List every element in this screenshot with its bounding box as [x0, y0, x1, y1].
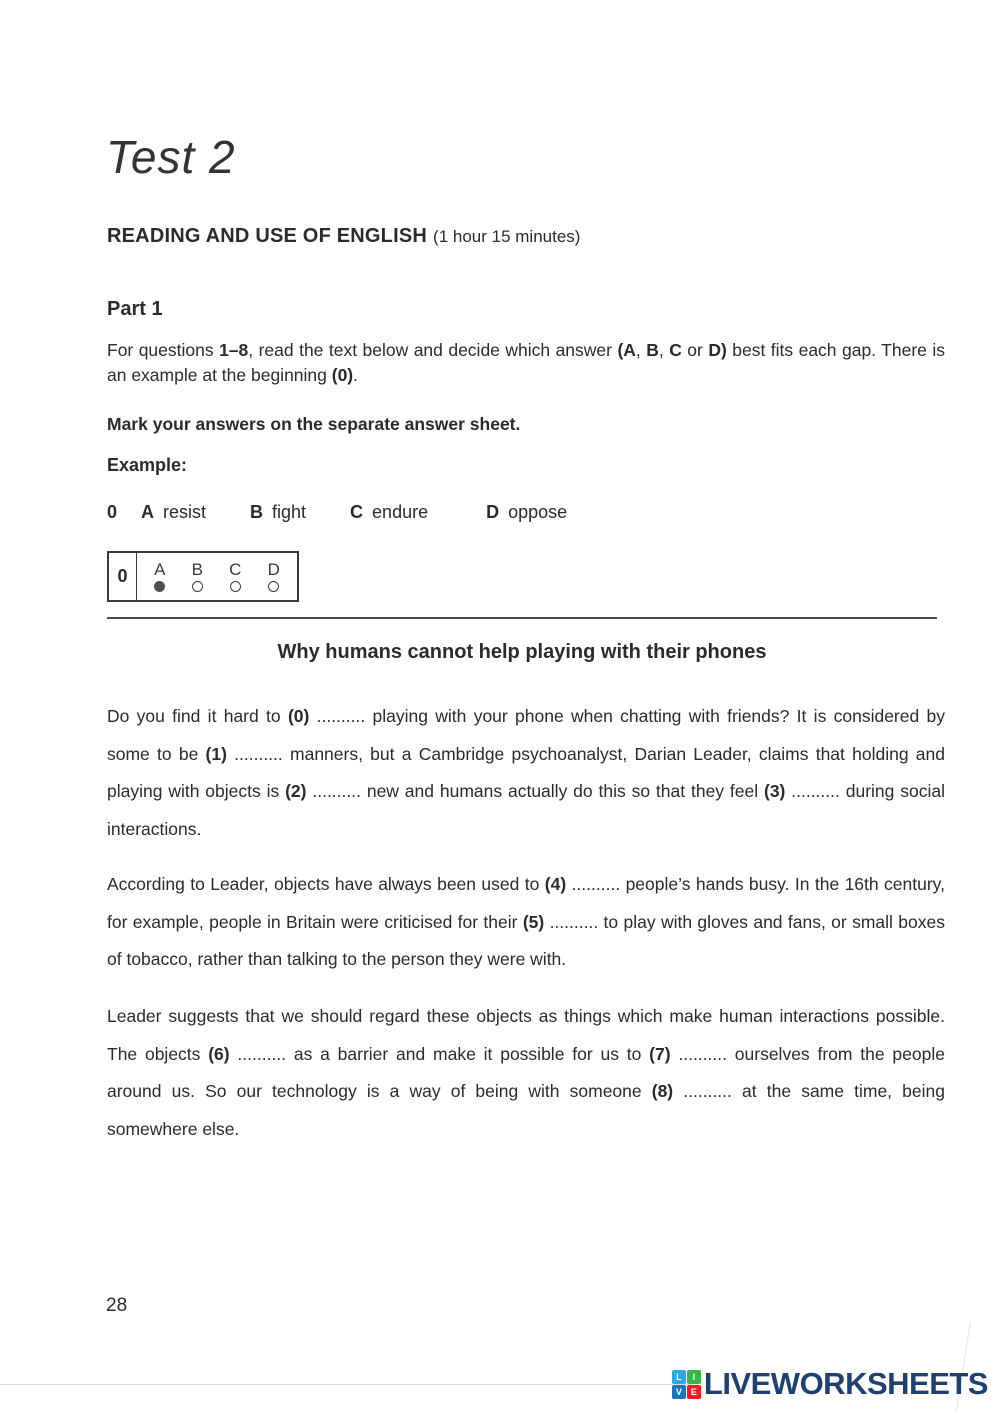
mark-answers-note: Mark your answers on the separate answer sheet. [107, 414, 521, 434]
example-options-row [107, 502, 611, 523]
liveworksheets-wordmark: LIVEWORKSHEETS [703, 1366, 988, 1401]
section-divider [107, 617, 937, 619]
instructions-text: For questions 1–8, read the text below and decide which answer (A, B, C or D) best fits each gap. There is an example at the beginning (0). [107, 340, 945, 385]
section-heading [107, 225, 580, 248]
answer-col-a [154, 561, 165, 592]
scan-artifact-line [0, 1384, 692, 1385]
option-d-letter: D [486, 502, 500, 522]
option-c [350, 502, 428, 523]
example-label: Example: [107, 455, 188, 475]
section-title: READING AND USE OF ENGLISH [107, 225, 428, 247]
answer-letter-c: C [229, 560, 242, 579]
option-d [486, 502, 567, 523]
answer-grid-number: 0 [109, 553, 137, 600]
answer-col-d [268, 561, 280, 592]
liveworksheets-footer[interactable] [672, 1366, 988, 1402]
option-a [141, 502, 206, 523]
answer-letter-b: B [191, 560, 203, 579]
page-number: 28 [106, 1295, 128, 1316]
passage-paragraph-2: According to Leader, objects have always been used to (4) .......... people’s hands busy. In the 16th century, for example, people in Britain were criticised for their (5) .......... to play with gloves and fans, or small boxes of tobacco, rather than talking to the person they were with. [107, 874, 945, 969]
section-timing: (1 hour 15 minutes) [433, 227, 581, 246]
logo-square-i: I [687, 1370, 701, 1384]
answer-bubble-c[interactable] [230, 581, 241, 592]
answer-grid [107, 551, 299, 602]
logo-square-v: V [672, 1385, 686, 1399]
test-title: Test 2 [106, 131, 236, 183]
passage-paragraph-1: Do you find it hard to (0) .......... playing with your phone when chatting with friends? It is considered by some to be (1) .......... manners, but a Cambridge psychoanalyst, Darian Leader, claims that holding and playing with objects is (2) .......... new and humans actually do this so that they feel (3) .......... during social interactions. [107, 706, 945, 839]
answer-bubble-a[interactable] [154, 581, 165, 592]
option-b [250, 502, 306, 523]
answer-grid-columns [137, 553, 297, 600]
logo-square-e: E [687, 1385, 701, 1399]
part-heading: Part 1 [107, 298, 163, 320]
answer-col-c [229, 561, 241, 592]
option-c-text: endure [372, 502, 429, 522]
passage-paragraph-3: Leader suggests that we should regard these objects as things which make human interactions possible. The objects (6) .......... as a barrier and make it possible for us to (7) .......... ourselves from the people around us. So our technology is a way of being with someone (8) .......... at the same time, being somewhere else. [107, 1006, 945, 1139]
option-a-text: resist [163, 502, 207, 522]
example-question-number: 0 [107, 502, 118, 522]
option-c-letter: C [350, 502, 364, 522]
option-a-letter: A [141, 502, 154, 522]
passage-title: Why humans cannot help playing with their phones [277, 641, 767, 663]
answer-col-b [192, 561, 203, 592]
answer-letter-a: A [154, 560, 166, 579]
logo-square-l: L [672, 1370, 686, 1384]
answer-bubble-b[interactable] [192, 581, 203, 592]
answer-letter-d: D [267, 560, 280, 579]
option-d-text: oppose [508, 502, 568, 522]
answer-bubble-d[interactable] [268, 581, 279, 592]
liveworksheets-logo-icon [672, 1370, 701, 1399]
option-b-letter: B [250, 502, 264, 522]
option-b-text: fight [272, 502, 307, 522]
